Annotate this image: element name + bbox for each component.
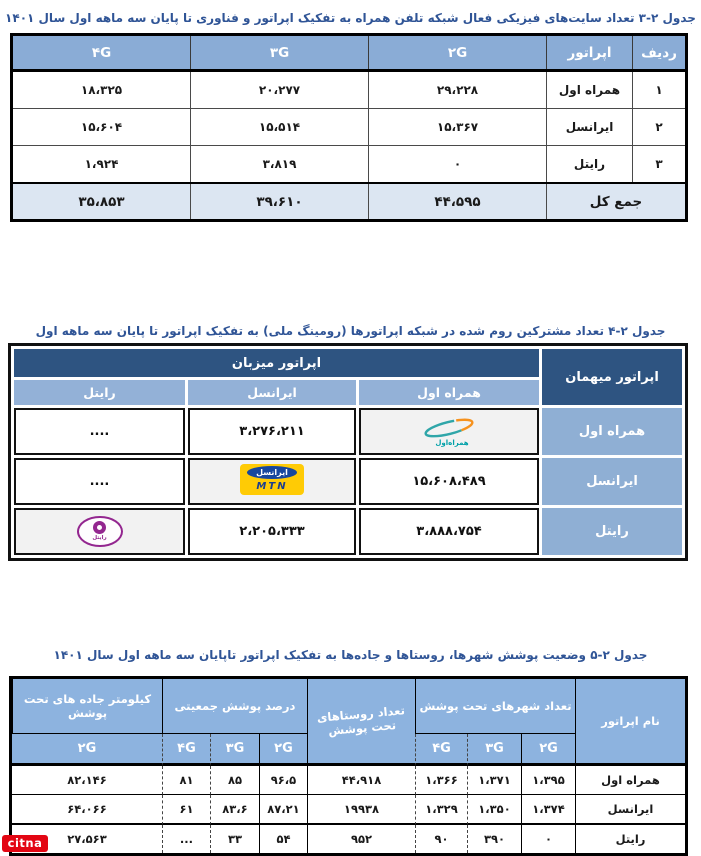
citna-logo: citna: [2, 835, 48, 852]
total-3g-value: ۳۹،۶۱۰: [191, 183, 369, 221]
t3-villages-header: [307, 679, 415, 766]
rightel-ring-icon: [93, 521, 106, 534]
percent-2g-value: ۵۴: [259, 825, 307, 853]
t3-operator-name-header: نام اپراتور: [575, 679, 685, 766]
guest-operator-label: همراه اول: [542, 408, 682, 455]
villages-value: ۹۵۲: [307, 825, 415, 853]
cities-3g-value: ۱،۳۷۱: [467, 766, 521, 795]
cities-3g-value: ۳۹۰: [467, 825, 521, 853]
t2-host-operator-header: اپراتور میزبان: [14, 349, 539, 377]
villages-value: ۴۴،۹۱۸: [307, 766, 415, 795]
table3-row-rightel: [12, 825, 685, 853]
table2-header-row1: [14, 349, 682, 377]
total-4g-value: ۳۵،۸۵۳: [12, 183, 191, 221]
table3-row-irancell: [12, 795, 685, 825]
sites-2g-value: ۰: [369, 146, 547, 184]
cities-2g-value: ۰: [521, 825, 575, 853]
table3-title: جدول ۲-۵ وضعیت پوشش شهرها، روستاها و جاده‌ها به تفکیک اپراتور تاپایان سه ماهه اول سال ۱۴۰۱: [53, 648, 648, 662]
roaming-value: ۱۵،۶۰۸،۴۸۹: [359, 458, 539, 505]
rightel-logo-cell: [14, 508, 185, 555]
t2-host-col-hamrah: همراه اول: [359, 380, 539, 405]
roaming-value: ۲،۲۰۵،۳۳۳: [188, 508, 356, 555]
table1-header-row: [12, 35, 687, 71]
table3-row-hamrah: [12, 766, 685, 795]
percent-3g-value: ۸۳،۶: [210, 795, 259, 825]
t2-host-col-irancell: ایرانسل: [188, 380, 356, 405]
guest-operator-label: رایتل: [542, 508, 682, 555]
sites-3g-value: ۱۵،۵۱۴: [191, 109, 369, 146]
table1-total-row: [12, 183, 687, 221]
total-label: جمع کل: [547, 183, 687, 221]
t3-percent-4g-header: ۴G: [162, 734, 210, 766]
hamrah-aval-logo: [412, 416, 486, 448]
operator-name: رایتل: [547, 146, 633, 184]
sites-3g-value: ۳،۸۱۹: [191, 146, 369, 184]
percent-4g-value: ۶۱: [162, 795, 210, 825]
hamrah-aval-logo-cell: [359, 408, 539, 455]
table3-header-row1: [12, 679, 685, 734]
guest-operator-label: ایرانسل: [542, 458, 682, 505]
table2-row-hamrah: [14, 408, 682, 455]
irancell-logo: [240, 464, 304, 495]
sites-2g-value: ۲۹،۲۲۸: [369, 71, 547, 109]
roaming-value: ۳،۲۷۶،۲۱۱: [188, 408, 356, 455]
operator-name: رایتل: [575, 825, 685, 853]
t3-roads-2g-header: ۲G: [12, 734, 162, 766]
rightel-logo-text: رایتل: [92, 535, 107, 541]
table2-row-irancell: [14, 458, 682, 505]
t1-col-radif: ردیف: [633, 35, 687, 71]
mtn-logo-text: MTN: [256, 480, 288, 492]
roads-2g-value: ۸۲،۱۴۶: [12, 766, 162, 795]
t2-host-col-rightel: رایتل: [14, 380, 185, 405]
cities-4g-value: ۱،۳۲۹: [415, 795, 467, 825]
percent-3g-value: ۳۳: [210, 825, 259, 853]
cities-3g-value: ۱،۳۵۰: [467, 795, 521, 825]
t2-guest-operator-header: اپراتور میهمان: [542, 349, 682, 405]
t3-cities-group-header: تعداد شهرهای تحت پوشش: [415, 679, 575, 734]
t3-percent-3g-header: ۳G: [210, 734, 259, 766]
cities-2g-value: ۱،۳۹۵: [521, 766, 575, 795]
table2-roaming: [8, 343, 688, 561]
operator-name: همراه اول: [575, 766, 685, 795]
sites-3g-value: ۲۰،۲۷۷: [191, 71, 369, 109]
t3-cities-4g-header: ۴G: [415, 734, 467, 766]
sites-4g-value: ۱،۹۲۴: [12, 146, 191, 184]
t3-roads-group-header: کیلومتر جاده های تحت پوشش: [12, 679, 162, 734]
t1-col-3g: ۳G: [191, 35, 369, 71]
t1-col-4g: ۴G: [12, 35, 191, 71]
roaming-value: ۳،۸۸۸،۷۵۴: [359, 508, 539, 555]
villages-value: ۱۹۹۳۸: [307, 795, 415, 825]
table1-row-rightel: [12, 146, 687, 184]
t3-percent-2g-header: ۲G: [259, 734, 307, 766]
percent-3g-value: ۸۵: [210, 766, 259, 795]
percent-4g-value: ...: [162, 825, 210, 853]
percent-4g-value: ۸۱: [162, 766, 210, 795]
irancell-logo-text: ایرانسل: [245, 464, 299, 481]
table2-row-rightel: [14, 508, 682, 555]
t3-percent-group-header: درصد پوشش جمعیتی: [162, 679, 307, 734]
roaming-value: ....: [14, 408, 185, 455]
t1-col-operator: اپراتور: [547, 35, 633, 71]
row-index: ۱: [633, 71, 687, 109]
roaming-value: ....: [14, 458, 185, 505]
total-2g-value: ۴۴،۵۹۵: [369, 183, 547, 221]
percent-2g-value: ۹۶،۵: [259, 766, 307, 795]
cities-4g-value: ۹۰: [415, 825, 467, 853]
table3-coverage: [9, 676, 688, 856]
percent-2g-value: ۸۷،۲۱: [259, 795, 307, 825]
sites-4g-value: ۱۸،۳۲۵: [12, 71, 191, 109]
table1-active-sites: [10, 33, 688, 222]
t3-villages-header-text: تعداد روستاهای تحت پوشش: [316, 703, 406, 738]
cities-4g-value: ۱،۳۶۶: [415, 766, 467, 795]
hamrah-aval-logo-text: همراه‌اول: [435, 438, 469, 447]
irancell-logo-cell: [188, 458, 356, 505]
operator-name: همراه اول: [547, 71, 633, 109]
table1-row-hamrah: [12, 71, 687, 109]
row-index: ۲: [633, 109, 687, 146]
cities-2g-value: ۱،۳۷۴: [521, 795, 575, 825]
operator-name: ایرانسل: [575, 795, 685, 825]
roads-2g-value: ۶۴،۰۶۶: [12, 795, 162, 825]
t3-cities-3g-header: ۳G: [467, 734, 521, 766]
sites-2g-value: ۱۵،۳۶۷: [369, 109, 547, 146]
operator-name: ایرانسل: [547, 109, 633, 146]
table1-row-irancell: [12, 109, 687, 146]
roads-2g-value: ۲۷،۵۶۳: [12, 825, 162, 853]
t1-col-2g: ۲G: [369, 35, 547, 71]
rightel-logo: [77, 516, 123, 547]
t3-cities-2g-header: ۲G: [521, 734, 575, 766]
table1-title: جدول ۲-۳ تعداد سایت‌های فیزیکی فعال شبکه تلفن همراه به تفکیک اپراتور و فناوری تا پایان سه ماهه اول سال ۱۴۰۱: [5, 11, 696, 25]
table2-title: جدول ۲-۴ تعداد مشترکین روم شده در شبکه اپراتورها (رومینگ ملی) به تفکیک اپراتور تا پایان سه ماهه اول: [35, 324, 666, 338]
row-index: ۳: [633, 146, 687, 184]
sites-4g-value: ۱۵،۶۰۴: [12, 109, 191, 146]
